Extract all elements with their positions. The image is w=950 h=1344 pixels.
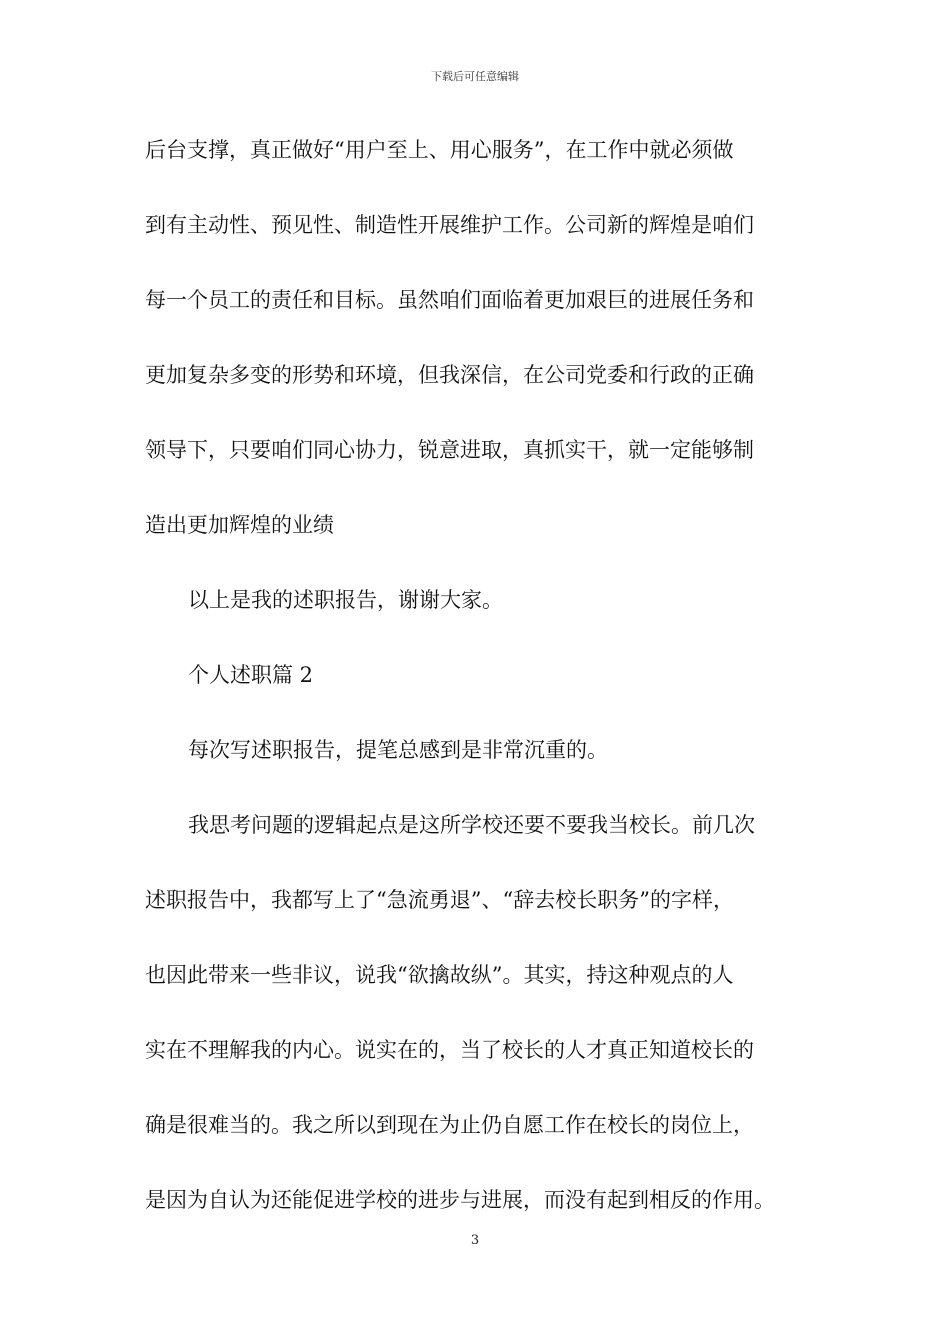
body-line-1: 后台支撑，真正做好“用户至上、用心服务”，在工作中就必须做 bbox=[145, 138, 734, 162]
paragraph-opening: 每次写述职报告，提笔总感到是非常沉重的。 bbox=[188, 738, 608, 762]
body-line-15: 是因为自认为还能促进学校的进步与进展，而没有起到相反的作用。 bbox=[145, 1188, 775, 1212]
body-line-10: 我思考问题的逻辑起点是这所学校还要不要我当校长。前几次 bbox=[188, 813, 755, 837]
page-header: 下载后可任意编辑 bbox=[431, 70, 519, 83]
body-line-11: 述职报告中，我都写上了“急流勇退”、“辞去校长职务”的字样， bbox=[145, 888, 734, 912]
page-number: 3 bbox=[470, 1233, 480, 1248]
body-line-13: 实在不理解我的内心。说实在的，当了校长的人才真正知道校长的 bbox=[145, 1038, 754, 1062]
section-heading: 个人述职篇 2 bbox=[188, 663, 314, 687]
body-line-2: 到有主动性、预见性、制造性开展维护工作。公司新的辉煌是咱们 bbox=[145, 213, 754, 237]
body-line-6: 造出更加辉煌的业绩 bbox=[145, 513, 334, 537]
closing-paragraph: 以上是我的述职报告，谢谢大家。 bbox=[188, 588, 503, 612]
body-line-5: 领导下，只要咱们同心协力，锐意进取，真抓实干，就一定能够制 bbox=[145, 438, 754, 462]
body-line-12: 也因此带来一些非议，说我“欲擒故纵”。其实，持这种观点的人 bbox=[145, 963, 734, 987]
body-line-14: 确是很难当的。我之所以到现在为止仍自愿工作在校长的岗位上， bbox=[145, 1113, 754, 1137]
body-line-4: 更加复杂多变的形势和环境，但我深信，在公司党委和行政的正确 bbox=[145, 363, 754, 387]
body-line-3: 每一个员工的责任和目标。虽然咱们面临着更加艰巨的进展任务和 bbox=[145, 288, 754, 312]
